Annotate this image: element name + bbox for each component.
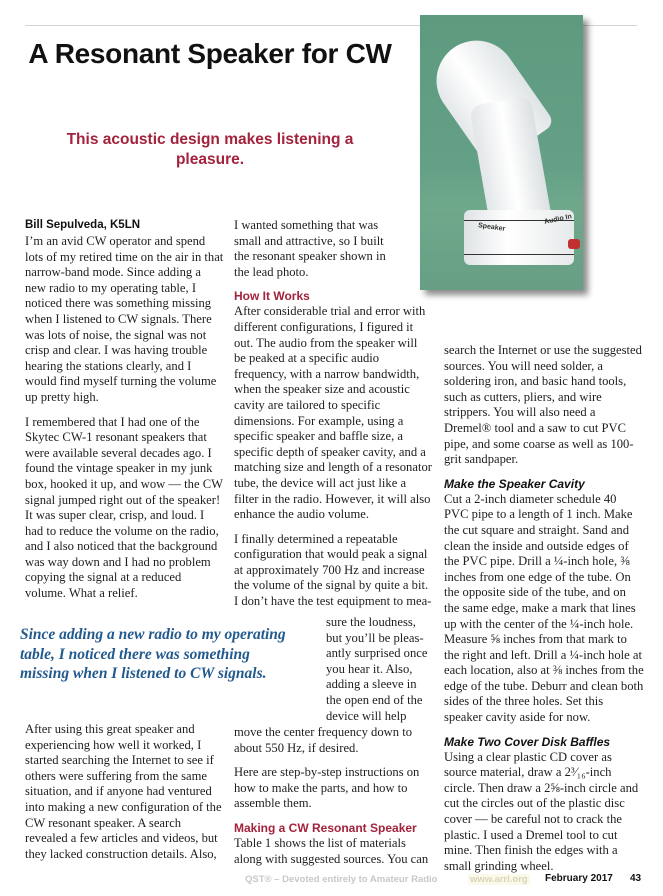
body-paragraph: I remembered that I had one of the Skytec CW-1 resonant speakers that were available several decades ago. I found the vintage speaker in my junk box, hooked it up, and wow — the CW signal jumped right out of the speaker! It was super clear, crisp, and loud. I had to reduce the volume on the radio, and I also noticed that the background was way down and I had no problem copying the signal at a reduced volume. What a relief. [25, 414, 223, 601]
column-1-continued [25, 722, 225, 871]
column-2-wrap [326, 615, 431, 724]
body-paragraph: I’m an avid CW operator and spend lots of my retired time on the air in that narrow-band mode. Since adding a new radio to my operating table, I noticed there was something missing when I listened to CW signals. There was lots of noise, the signal was not crisp and clear. I was having trouble hearing the stations clearly, and I would find myself turning the volume up pretty high. [25, 234, 224, 404]
column-1 [25, 218, 225, 611]
body-paragraph: Cut a 2-inch diameter schedule 40 PVC pipe to a length of 1 inch. Make the cut square and straight. Sand and clean the inside and outside edges of the PVC pipe. Drill a ¼-inch hole, ⅜ inches from one edge of the tube. On the opposite side of the tube, and on the same edge, make a mark that lines up with the center of the ¼-inch hole. Measure ⅝ inches from that mark to the right and left. Drill a ¼-inch hole at each location, also at ⅜ inches from the edge of the tube. Deburr and clean both sides of the three holes. Set this speaker cavity aside for now. [444, 491, 644, 725]
footer-url-link[interactable]: www.arrl.org [470, 874, 528, 885]
subheading-cover-disk-baffles: Make Two Cover Disk Baffles [444, 734, 611, 749]
base-line-bottom [464, 254, 574, 255]
wrapped-line: sure the loudness, [326, 615, 416, 629]
byline: Bill Sepulveda, K5LN [25, 219, 141, 231]
body-paragraph: Table 1 shows the list of materials along with suggested sources. You can [234, 835, 429, 866]
base-label-audio: Audio In [543, 213, 573, 226]
body-paragraph: Using a clear plastic CD cover as source material, draw a 2³⁄₁₆-inch circle. Then draw a 2⅝-inch circle and cut the circles out of the plastic disc cover — be careful not to crack the plastic. I used a Dremel tool to cut mine. Then finish the edges with a small grinding wheel. [444, 749, 639, 873]
speaker-base [464, 210, 574, 265]
wrapped-line: device will help [326, 708, 407, 723]
section-heading-making: Making a CW Resonant Speaker [234, 820, 417, 835]
footer-publication: QST® – Devoted entirely to Amateur Radio [245, 874, 438, 885]
footer-issue-date: February 2017 [545, 873, 613, 884]
body-paragraph: move the center frequency down to about 550 Hz, if desired. [234, 725, 412, 755]
body-paragraph: After using this great speaker and experiencing how well it worked, I started searching the Internet to see if others were suffering from the same situation, and if anyone had ventured into making a new configuration of the CW resonant speaker. A search revealed a few articles and videos, but they lacked construction details. Also, [25, 722, 222, 861]
body-paragraph: After considerable trial and error with different configurations, I figured it out. The audio from the speaker will be peaked at a specific audio frequency, with a narrow bandwidth, when the speaker size and acoustic cavity are tailored to specific dimensions. For example, using a specific speaker and baffle size, a specific depth of speaker cavity, and a matching size and length of a resonator tube, the device will act just like a filter in the radio. However, it will also enhance the audio volume. [234, 304, 432, 522]
wrapped-line: the open end of the [326, 692, 423, 707]
column-3 [444, 343, 644, 883]
page-footer [0, 872, 663, 890]
wrapped-line: but you’ll be pleas- [326, 630, 424, 645]
column-2 [234, 218, 432, 610]
body-paragraph: search the Internet or use the suggested sources. You will need solder, a soldering iron, and basic hand tools, such as cutters, pliers, and wire strippers. You will also need a Dremel® tool and a saw to cut PVC pipe, and some coarse as well as 100-grit sandpaper. [444, 343, 642, 467]
pull-quote: Since adding a new radio to my operating table, I noticed there was something missing when I listened to CW signals. [20, 626, 286, 682]
section-heading-how-it-works: How It Works [234, 289, 310, 304]
lead-photo [420, 15, 583, 290]
column-2-continued [234, 725, 432, 876]
audio-jack [568, 239, 580, 249]
footer-page-number: 43 [630, 873, 642, 884]
base-label-speaker: Speaker [477, 222, 506, 233]
article-title: A Resonant Speaker for CW [28, 38, 392, 69]
body-paragraph: Here are step-by-step instructions on how to make the parts, and how to assemble them. [234, 765, 420, 811]
body-paragraph: I finally determined a repeatable configuration that would peak a signal at approximately 700 Hz and increase the volume of the signal by quite a bit. I don’t have the test equipment to mea- [234, 531, 432, 609]
article-deck: This acoustic design makes listening a pleasure. [66, 131, 354, 168]
body-paragraph: I wanted something that was small and attractive, so I built the resonant speaker shown in the lead photo. [234, 218, 386, 279]
wrapped-line: antly surprised once [326, 646, 428, 661]
wrapped-line: you hear it. Also, [326, 661, 413, 676]
wrapped-line: adding a sleeve in [326, 677, 417, 692]
subheading-speaker-cavity: Make the Speaker Cavity [444, 476, 585, 491]
